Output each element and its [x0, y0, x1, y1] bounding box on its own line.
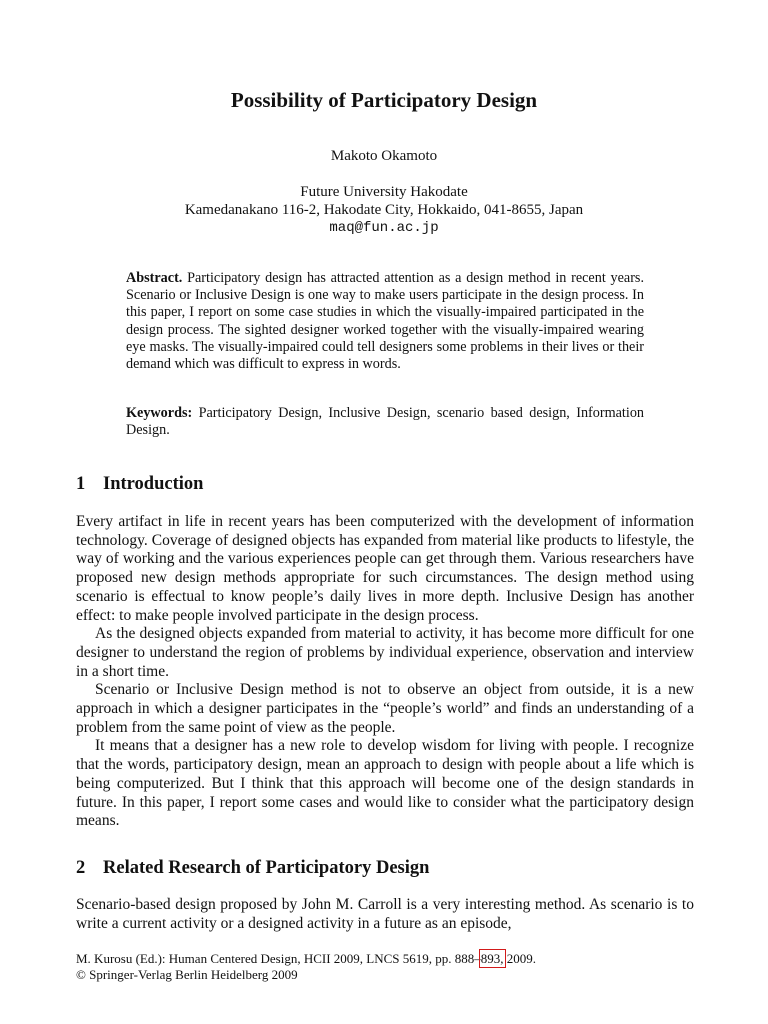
section-1-title: Introduction [103, 474, 204, 494]
paragraph: It means that a designer has a new role to develop wisdom for living with people. I recognize that the words, participatory design, mean an approach to design with people about a life which is being computerized. But I think that this approach will become one of the design standards in future. In this paper, I report some cases and would like to consider what the participatory design means. [76, 737, 694, 830]
section-2-body [76, 896, 694, 933]
section-1-number: 1 [76, 474, 86, 494]
section-2-heading [76, 858, 696, 879]
section-1-body [76, 513, 694, 831]
abstract-text: Participatory design has attracted attention as a design method in recent years. Scenario or Inclusive Design is one way to make users participate in the design process. In this paper, I report on some case studies in which the visually-impaired participated in the design process. The sighted designer worked together with the visually-impaired wearing eye masks. The visually-impaired could tell designers some problems in their lives or their demand which was difficult to express in words. [126, 270, 645, 373]
paper-title: Possibility of Participatory Design [230, 88, 538, 112]
paragraph: Scenario or Inclusive Design method is not to observe an object from outside, it is a new approach in which a designer participates in the “people’s world” and finds an understanding of a problem from the same point of view as the people. [76, 681, 694, 736]
citation-text: M. Kurosu (Ed.): Human Centered Design, HCII 2009, LNCS 5619, pp. 888– [76, 951, 481, 966]
section-2-number: 2 [76, 858, 86, 878]
address: Kamedanakano 116-2, Hakodate City, Hokkaido, 041-8655, Japan [184, 202, 584, 218]
section-1-heading [76, 474, 696, 495]
keywords-label: Keywords: [126, 405, 193, 421]
affiliation-block [0, 183, 768, 237]
paragraph: Scenario-based design proposed by John M. Carroll is a very interesting method. As scenario is to write a current activity or a designed activity in a future as an episode, [76, 896, 694, 932]
author-name: Makoto Okamoto [330, 148, 438, 164]
keywords-block [126, 405, 644, 439]
copyright-line: © Springer-Verlag Berlin Heidelberg 2009 [76, 967, 298, 982]
institution: Future University Hakodate [300, 184, 468, 200]
abstract-label: Abstract. [126, 270, 183, 286]
paragraph: Every artifact in life in recent years has been computerized with the development of information technology. Coverage of designed objects has expanded from material like products to lifestyle, the way of working and the various experiences people can get through them. Various researchers have proposed new design methods appropriate for such circumstances. The design method using scenario is effectual to know people’s daily lives in more depth. Inclusive Design has another effect: to make people involved participate in the design process. [76, 513, 694, 624]
abstract-block [126, 270, 644, 373]
email-address[interactable]: maq@fun.ac.jp [329, 220, 439, 236]
keywords-text: Participatory Design, Inclusive Design, scenario based design, Information Design. [126, 405, 645, 439]
page-footer [76, 951, 696, 983]
paragraph: As the designed objects expanded from material to activity, it has become more difficult for one designer to understand the region of problems by individual experience, observation and interview in a short time. [76, 625, 694, 680]
section-2-title: Related Research of Participatory Design [103, 858, 430, 878]
citation-year: 2009. [503, 951, 537, 966]
citation-line [76, 951, 696, 967]
page-range-link[interactable]: 893, [480, 951, 504, 966]
